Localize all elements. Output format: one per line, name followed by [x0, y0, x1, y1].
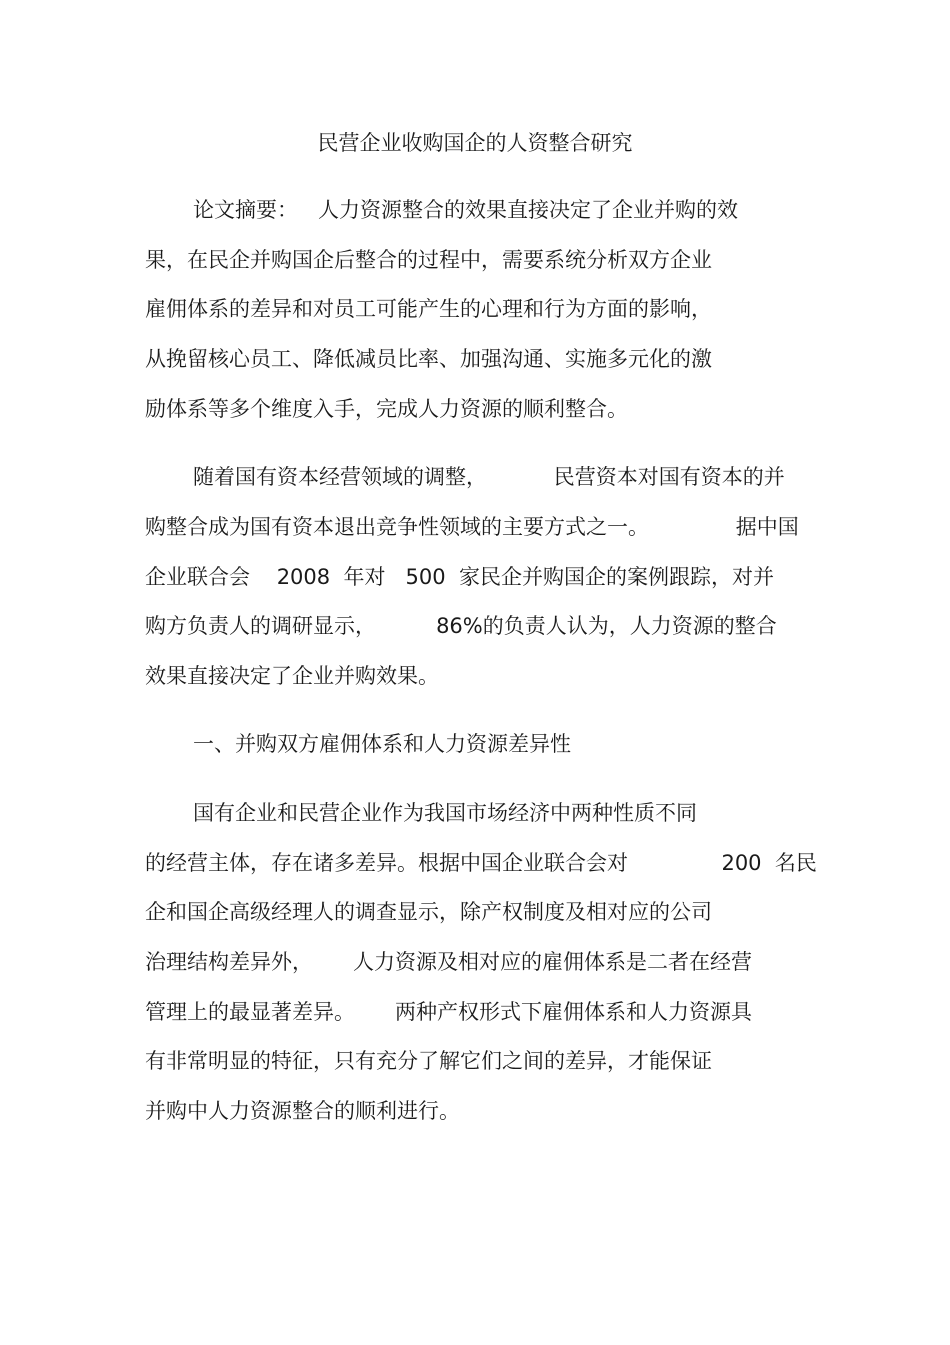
abstract-line: 雇佣体系的差异和对员工可能产生的心理和行为方面的影响，: [145, 297, 712, 321]
body-line: 并购中人力资源整合的顺利进行。: [145, 1099, 460, 1123]
abstract-line: 励体系等多个维度入手，完成人力资源的顺利整合。: [145, 397, 628, 421]
abstract-line: 论文摘要： 人力资源整合的效果直接决定了企业并购的效: [193, 198, 739, 222]
abstract-line: 从挽留核心员工、降低减员比率、加强沟通、实施多元化的激: [145, 347, 712, 371]
body-line: 的经营主体，存在诸多差异。根据中国企业联合会对 200 名民: [145, 851, 817, 875]
abstract-line: 果，在民企并购国企后整合的过程中，需要系统分析双方企业: [145, 248, 712, 272]
body-line: 购整合成为国有资本退出竞争性领域的主要方式之一。 据中国: [145, 515, 799, 539]
body-line: 企业联合会 2008 年对 500 家民企并购国企的案例跟踪，对并: [145, 565, 774, 589]
body-line: 企和国企高级经理人的调查显示，除产权制度及相对应的公司: [145, 900, 712, 924]
body-line: 效果直接决定了企业并购效果。: [145, 664, 439, 688]
body-line: 有非常明显的特征，只有充分了解它们之间的差异，才能保证: [145, 1049, 712, 1073]
document-title: 民营企业收购国企的人资整合研究: [317, 131, 633, 155]
body-line: 管理上的最显著差异。 两种产权形式下雇佣体系和人力资源具: [145, 1000, 753, 1024]
body-line: 国有企业和民营企业作为我国市场经济中两种性质不同: [193, 801, 697, 825]
section-heading: 一、并购双方雇佣体系和人力资源差异性: [193, 732, 571, 756]
body-line: 随着国有资本经营领域的调整， 民营资本对国有资本的并: [193, 465, 785, 489]
body-line: 治理结构差异外， 人力资源及相对应的雇佣体系是二者在经营: [145, 950, 753, 974]
body-line: 购方负责人的调研显示， 86%的负责人认为，人力资源的整合: [145, 614, 777, 638]
